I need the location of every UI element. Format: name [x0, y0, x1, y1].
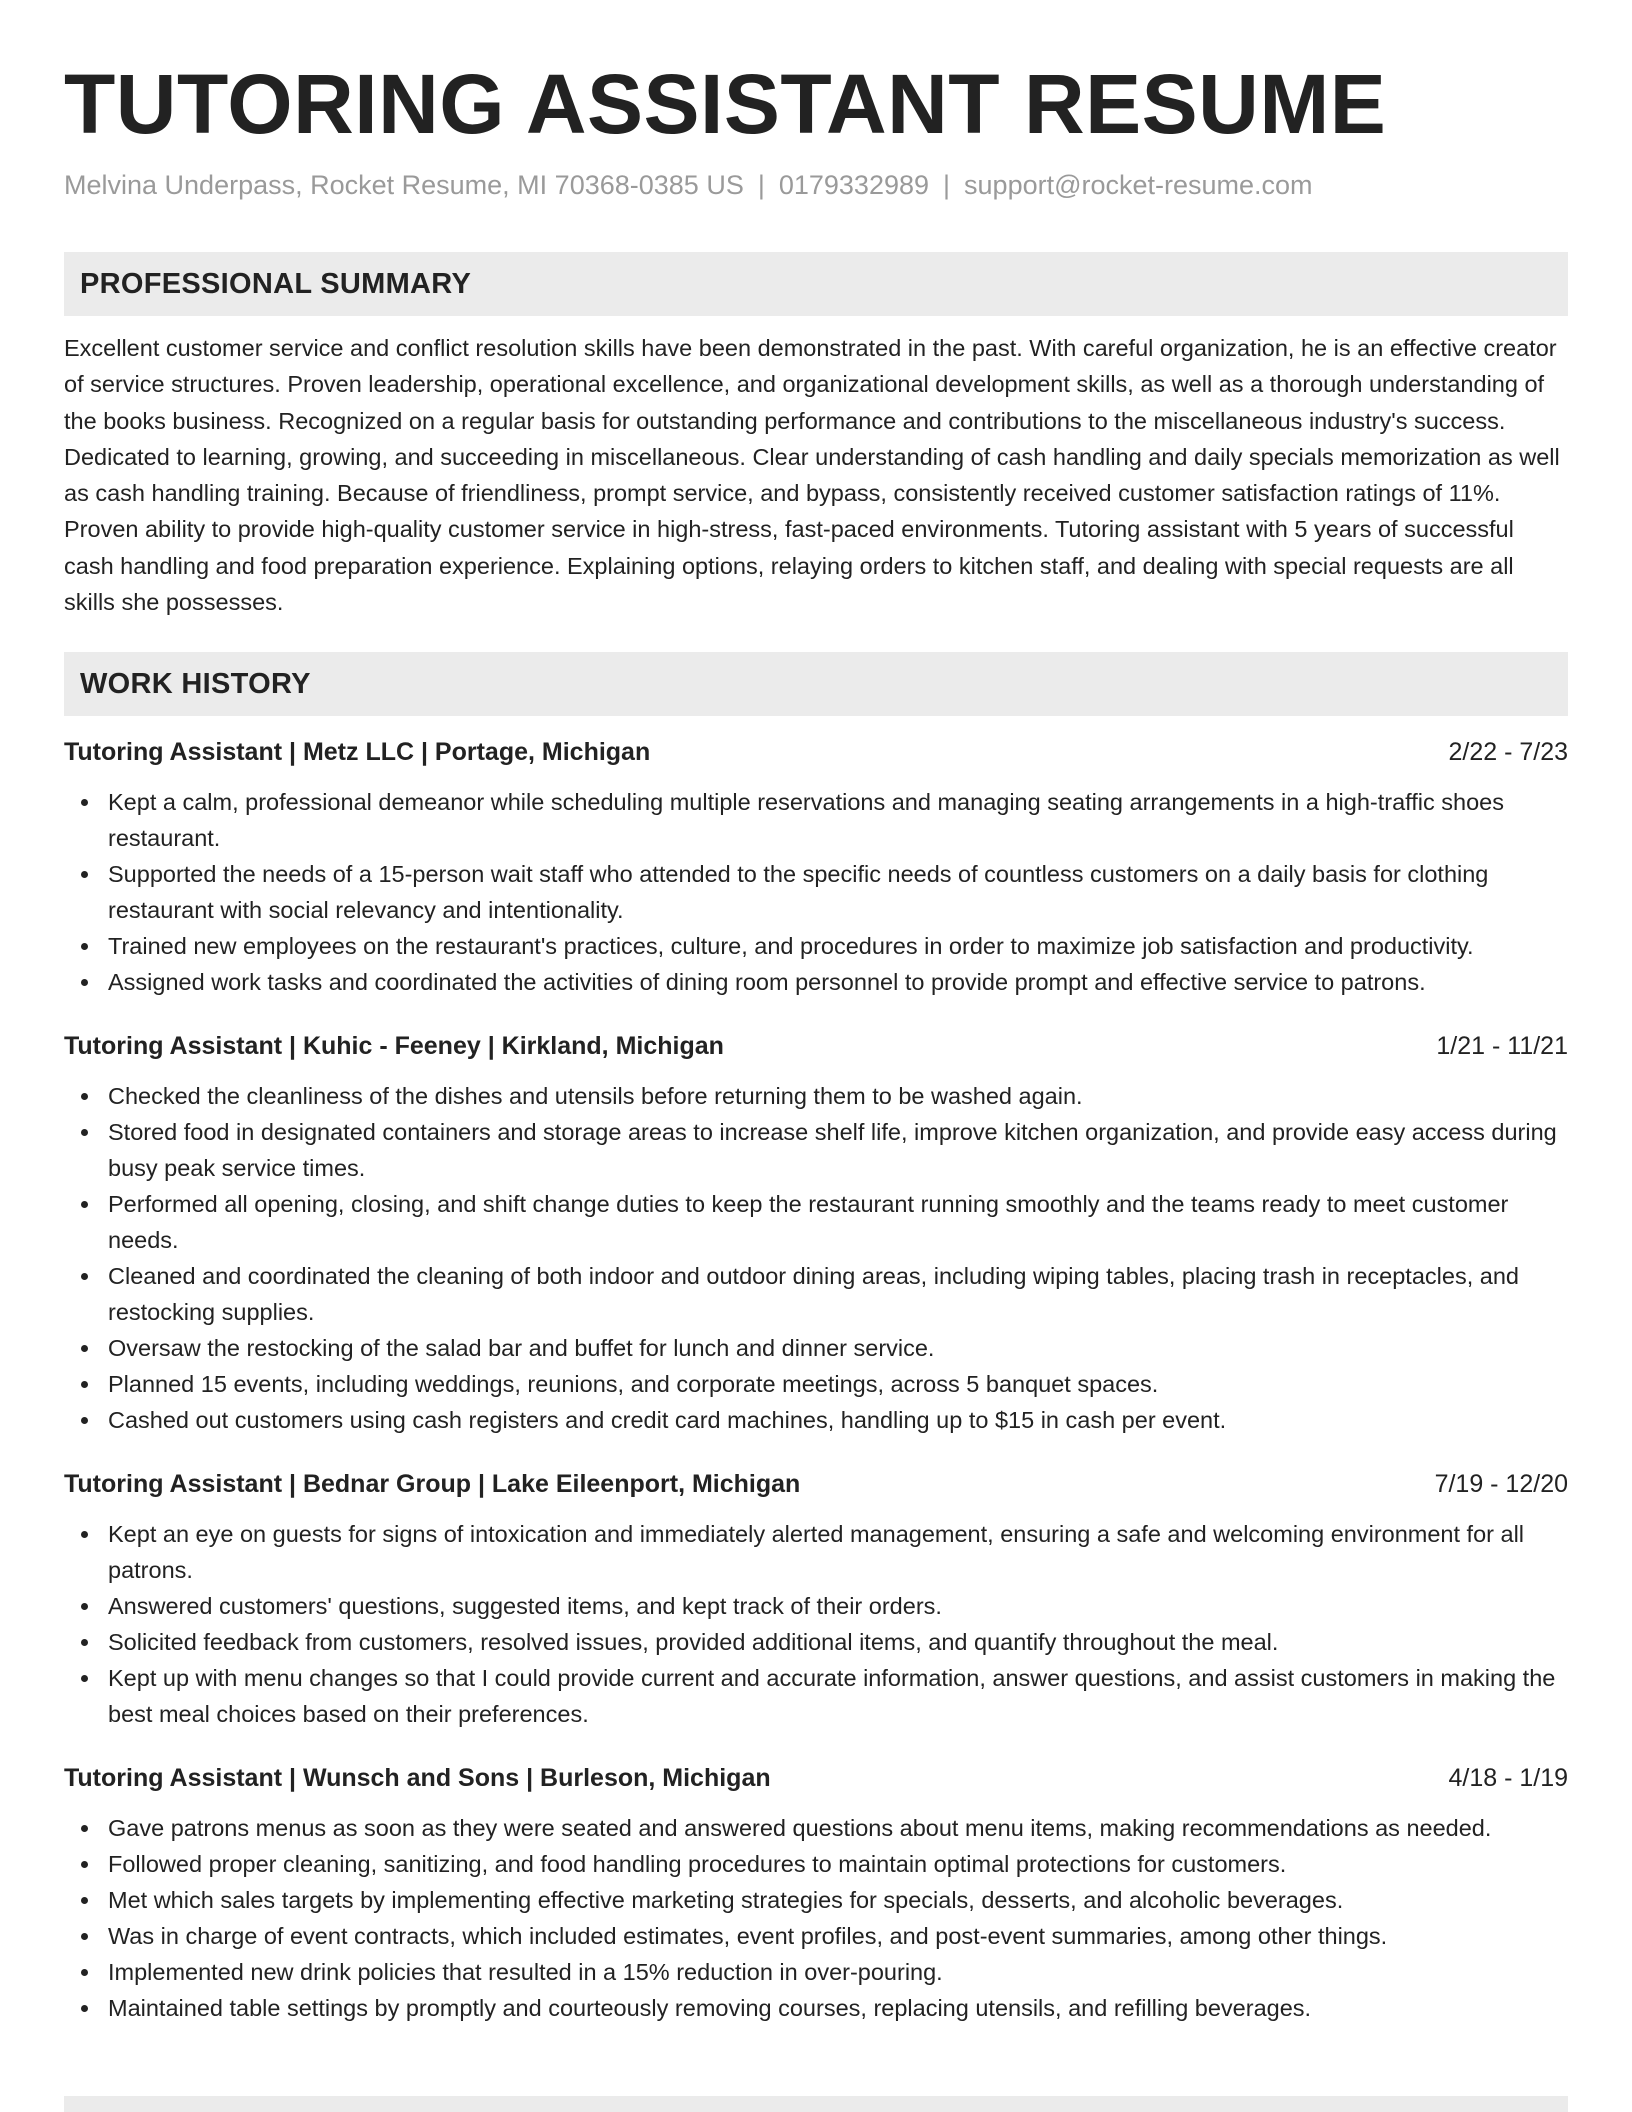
job-dates: 1/21 - 11/21: [1436, 1032, 1568, 1061]
contact-email[interactable]: support@rocket-resume.com: [964, 170, 1313, 200]
job-header: [64, 1466, 1568, 1502]
contact-separator: |: [757, 170, 765, 200]
next-section-header-edge: [64, 2096, 1568, 2112]
job-title: Tutoring Assistant | Wunsch and Sons | Burleson, Michigan: [64, 1764, 771, 1793]
job-bullet: Implemented new drink policies that resulted in a 15% reduction in over-pouring.: [64, 1954, 1568, 1990]
job-title: Tutoring Assistant | Bednar Group | Lake Eileenport, Michigan: [64, 1470, 801, 1499]
job-bullet: Stored food in designated containers and storage areas to increase shelf life, improve kitchen organization, and provide easy access during busy peak service times.: [64, 1114, 1568, 1186]
job-bullet: Followed proper cleaning, sanitizing, and food handling procedures to maintain optimal protections for customers.: [64, 1846, 1568, 1882]
work-history-heading: WORK HISTORY: [64, 652, 1568, 716]
job-bullet: Kept a calm, professional demeanor while scheduling multiple reservations and managing seating arrangements in a high-traffic shoes restaurant.: [64, 784, 1568, 856]
job-entry: [64, 1028, 1568, 1438]
job-bullet: Gave patrons menus as soon as they were seated and answered questions about menu items, making recommendations as needed.: [64, 1810, 1568, 1846]
contact-separator: |: [943, 170, 951, 200]
job-bullet: Cleaned and coordinated the cleaning of both indoor and outdoor dining areas, including wiping tables, placing trash in receptacles, and restocking supplies.: [64, 1258, 1568, 1330]
job-entry: [64, 1466, 1568, 1732]
job-bullet: Kept an eye on guests for signs of intoxication and immediately alerted management, ensuring a safe and welcoming environment for all patrons.: [64, 1516, 1568, 1588]
job-bullet: Solicited feedback from customers, resolved issues, provided additional items, and quantify throughout the meal.: [64, 1624, 1568, 1660]
contact-address: Melvina Underpass, Rocket Resume, MI 70368-0385 US: [64, 170, 744, 200]
job-bullets: [64, 784, 1568, 1000]
job-bullet: Trained new employees on the restaurant's practices, culture, and procedures in order to maximize job satisfaction and productivity.: [64, 928, 1568, 964]
job-bullets: [64, 1516, 1568, 1732]
job-bullet: Cashed out customers using cash registers and credit card machines, handling up to $15 in cash per event.: [64, 1402, 1568, 1438]
job-bullet: Kept up with menu changes so that I could provide current and accurate information, answer questions, and assist customers in making the best meal choices based on their preferences.: [64, 1660, 1568, 1732]
job-dates: 7/19 - 12/20: [1434, 1470, 1568, 1499]
job-bullets: [64, 1810, 1568, 2026]
job-bullet: Maintained table settings by promptly and courteously removing courses, replacing utensils, and refilling beverages.: [64, 1990, 1568, 2026]
job-title: Tutoring Assistant | Metz LLC | Portage, Michigan: [64, 738, 651, 767]
summary-text: Excellent customer service and conflict resolution skills have been demonstrated in the past. With careful organization, he is an effective creator of service structures. Proven leadership, operational excellence, and organizational development skills, as well as a thorough understanding of the books business. Recognized on a regular basis for outstanding performance and contributions to the miscellaneous industry's success. Dedicated to learning, growing, and succeeding in miscellaneous. Clear understanding of cash handling and daily specials memorization as well as cash handling training. Because of friendliness, prompt service, and bypass, consistently received customer satisfaction ratings of 11%. Proven ability to provide high-quality customer service in high-stress, fast-paced environments. Tutoring assistant with 5 years of successful cash handling and food preparation experience. Explaining options, relaying orders to kitchen staff, and dealing with special requests are all skills she possesses.: [64, 335, 1560, 616]
job-bullet: Assigned work tasks and coordinated the activities of dining room personnel to provide prompt and effective service to patrons.: [64, 964, 1568, 1000]
job-bullet: Oversaw the restocking of the salad bar and buffet for lunch and dinner service.: [64, 1330, 1568, 1366]
job-header: [64, 734, 1568, 770]
contact-phone: 0179332989: [778, 170, 930, 200]
job-header: [64, 1028, 1568, 1064]
job-entry: [64, 1760, 1568, 2026]
job-bullet: Planned 15 events, including weddings, reunions, and corporate meetings, across 5 banquet spaces.: [64, 1366, 1568, 1402]
job-dates: 4/18 - 1/19: [1448, 1764, 1568, 1793]
job-title: Tutoring Assistant | Kuhic - Feeney | Kirkland, Michigan: [64, 1032, 724, 1061]
job-bullet: Performed all opening, closing, and shift change duties to keep the restaurant running smoothly and the teams ready to meet customer needs.: [64, 1186, 1568, 1258]
contact-line: [64, 168, 1568, 202]
job-entry: [64, 734, 1568, 1000]
resume-title: TUTORING ASSISTANT RESUME: [64, 57, 1387, 151]
job-header: [64, 1760, 1568, 1796]
summary-heading: PROFESSIONAL SUMMARY: [64, 252, 1568, 316]
job-bullet: Met which sales targets by implementing effective marketing strategies for specials, desserts, and alcoholic beverages.: [64, 1882, 1568, 1918]
job-dates: 2/22 - 7/23: [1448, 738, 1568, 767]
job-bullet: Supported the needs of a 15-person wait staff who attended to the specific needs of countless customers on a daily basis for clothing restaurant with social relevancy and intentionality.: [64, 856, 1568, 928]
job-bullet: Checked the cleanliness of the dishes and utensils before returning them to be washed again.: [64, 1078, 1568, 1114]
resume-page: [64, 0, 1568, 2026]
job-bullet: Answered customers' questions, suggested items, and kept track of their orders.: [64, 1588, 1568, 1624]
job-bullets: [64, 1078, 1568, 1438]
job-bullet: Was in charge of event contracts, which included estimates, event profiles, and post-event summaries, among other things.: [64, 1918, 1568, 1954]
